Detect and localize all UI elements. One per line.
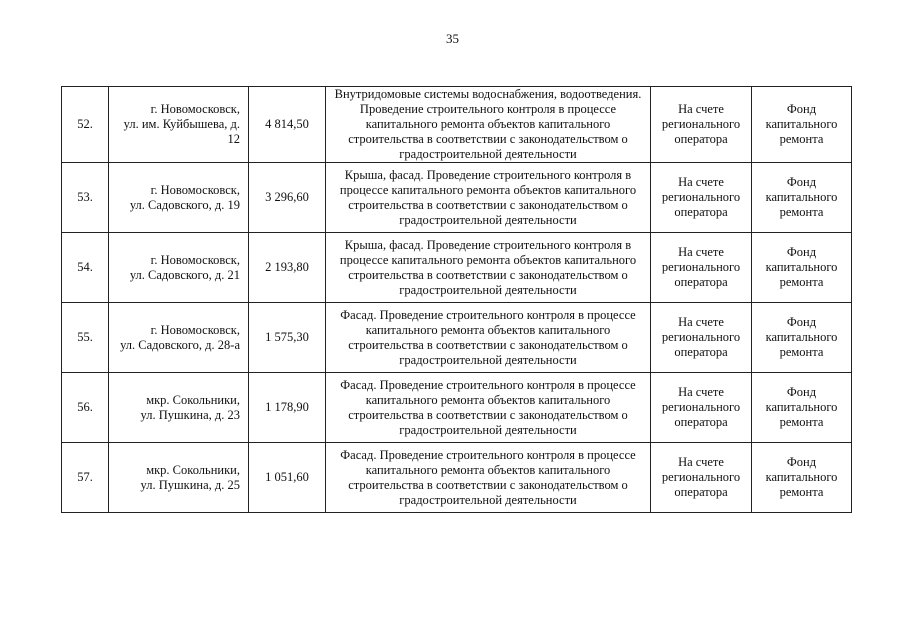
table-row [62,233,852,303]
row-number: 52. [62,87,109,163]
work-description-cell [326,373,651,443]
address-settlement: г. Новомосковск, [150,322,240,337]
account-cell: На счете регионального оператора [651,303,752,373]
address-street: ул. Садовского, д. 21 [129,267,240,282]
funding-source-cell: Фонд капитального ремонта [752,233,852,303]
cost-cell: 4 814,50 [249,87,326,163]
work-description-cell [326,233,651,303]
address-cell [109,373,249,443]
cost-cell: 1 575,30 [249,303,326,373]
account-cell: На счете регионального оператора [651,443,752,513]
funding-source-cell: Фонд капитального ремонта [752,163,852,233]
work-description: Фасад. Проведение строительного контроля в процессе капитального ремонта объектов капитального строительства в соответствии с законодательством о градостроительной деятельности [340,447,636,507]
address-street: ул. им. Куйбышева, д. 12 [123,117,240,146]
address-settlement: г. Новомосковск, [150,252,240,267]
work-description-cell [326,87,651,163]
work-description: Фасад. Проведение строительного контроля в процессе капитального ремонта объектов капитального строительства в соответствии с законодательством о градостроительной деятельности [340,307,636,367]
address-cell [109,233,249,303]
address-cell [109,303,249,373]
work-description: Крыша, фасад. Проведение строительного контроля в процессе капитального ремонта объектов капитального строительства в соответствии с законодательством о градостроительной деятельности [339,237,637,297]
address-cell [109,163,249,233]
row-number: 56. [62,373,109,443]
table-row [62,303,852,373]
work-description: Фасад. Проведение строительного контроля в процессе капитального ремонта объектов капитального строительства в соответствии с законодательством о градостроительной деятельности [340,377,636,437]
account-cell: На счете регионального оператора [651,87,752,163]
address-cell [109,87,249,163]
funding-source-cell: Фонд капитального ремонта [752,373,852,443]
cost-cell: 1 178,90 [249,373,326,443]
work-description: Внутридомовые системы водоснабжения, водоотведения. Проведение строительного контроля в процессе капитального ремонта объектов капитального строительства в соответствии с законодательством о градостроительной деятельности [334,87,642,161]
row-number: 54. [62,233,109,303]
table-row [62,443,852,513]
repair-works-table [61,86,852,513]
table-row [62,163,852,233]
account-cell: На счете регионального оператора [651,163,752,233]
row-number: 53. [62,163,109,233]
cost-cell: 3 296,60 [249,163,326,233]
address-street: ул. Садовского, д. 19 [129,197,240,212]
work-description: Крыша, фасад. Проведение строительного контроля в процессе капитального ремонта объектов капитального строительства в соответствии с законодательством о градостроительной деятельности [339,167,637,227]
address-settlement: мкр. Сокольники, [146,462,240,477]
address-settlement: мкр. Сокольники, [146,392,240,407]
row-number: 55. [62,303,109,373]
table-row [62,87,852,163]
address-cell [109,443,249,513]
cost-cell: 1 051,60 [249,443,326,513]
address-settlement: г. Новомосковск, [150,102,240,116]
work-description-cell [326,443,651,513]
account-cell: На счете регионального оператора [651,373,752,443]
address-street: ул. Садовского, д. 28-а [120,337,240,352]
account-cell: На счете регионального оператора [651,233,752,303]
funding-source-cell: Фонд капитального ремонта [752,443,852,513]
address-street: ул. Пушкина, д. 25 [140,477,240,492]
address-street: ул. Пушкина, д. 23 [140,407,240,422]
page-number: 35 [446,31,459,46]
table-row [62,373,852,443]
cost-cell: 2 193,80 [249,233,326,303]
work-description-cell [326,163,651,233]
row-number: 57. [62,443,109,513]
funding-source-cell: Фонд капитального ремонта [752,303,852,373]
address-settlement: г. Новомосковск, [150,182,240,197]
funding-source-cell: Фонд капитального ремонта [752,87,852,163]
work-description-cell [326,303,651,373]
